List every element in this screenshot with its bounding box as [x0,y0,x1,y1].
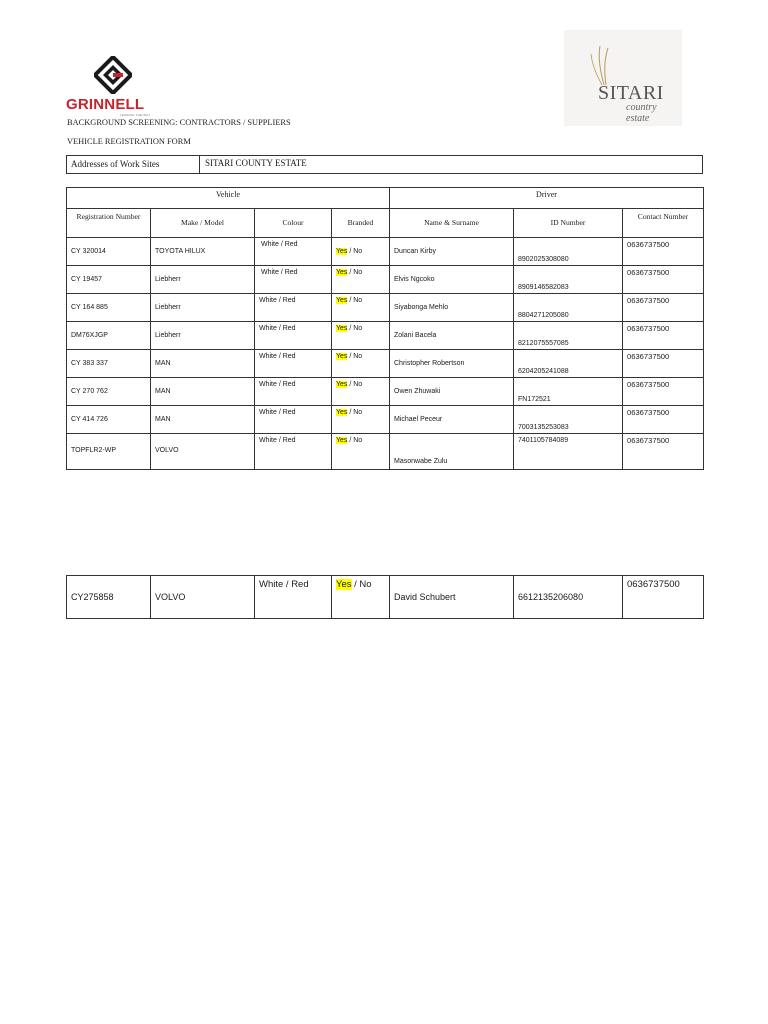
colour-cell: White / Red [259,437,296,444]
contact-cell: 0636737500 [627,352,670,361]
make-cell: MAN [155,388,171,395]
registration-cell: CY 164 885 [71,304,108,311]
work-site-label: Addresses of Work Sites [67,156,200,173]
id-number-cell: 7003135253083 [518,424,569,431]
grinnell-tagline: LEADING THE WAY [120,113,151,117]
driver-name-cell: Owen Zhuwaki [394,388,441,395]
additional-vehicle-table [66,575,704,619]
contact-cell: 0636737500 [627,579,680,590]
driver-name-cell: Masonwabe Zulu [394,458,448,465]
registration-cell: CY 19457 [71,276,103,283]
table-row [67,576,704,619]
table-row [67,434,704,470]
contact-cell: 0636737500 [627,380,670,389]
colour-cell: White / Red [261,269,298,276]
table-row [67,294,704,322]
colour-cell: White / Red [259,297,296,304]
name-header: Name & Surname [390,209,514,238]
driver-name-cell: Elvis Ngcoko [394,276,435,283]
make-cell: Liebherr [155,276,181,283]
colour-cell: White / Red [259,579,309,590]
contact-cell: 0636737500 [627,436,670,445]
driver-group-header: Driver [390,188,704,209]
sitari-logo [564,30,682,126]
id-header: ID Number [514,209,623,238]
contact-cell: 0636737500 [627,408,670,417]
table-row [67,322,704,350]
form-title: VEHICLE REGISTRATION FORM [67,137,191,146]
registration-cell: CY 383 337 [71,360,108,367]
registration-cell: CY275858 [71,592,114,602]
colour-cell: White / Red [259,353,296,360]
id-number-cell: 6612135206080 [518,592,584,602]
contact-header: Contact Number [623,209,704,238]
colour-header: Colour [255,209,332,238]
table-row [67,350,704,378]
driver-name-cell: Duncan Kirby [394,248,437,255]
id-number-cell: 8212075557085 [518,340,569,347]
table-row [67,406,704,434]
grinnell-wordmark: GRINNELL [66,96,145,113]
form-subtitle: BACKGROUND SCREENING: CONTRACTORS / SUPPLIERS [67,118,291,127]
branded-cell: Yes / No [336,269,363,276]
grinnell-logo [62,56,166,120]
work-site-address-box [66,155,703,174]
registration-cell: CY 270 762 [71,388,108,395]
contact-cell: 0636737500 [627,296,670,305]
make-cell: TOYOTA HILUX [155,248,206,255]
table-row [67,378,704,406]
driver-name-cell: Michael Peceur [394,416,443,423]
registration-cell: CY 414 726 [71,416,108,423]
table-row [67,238,704,266]
make-cell: VOLVO [155,592,186,602]
id-number-cell: FN172521 [518,396,551,403]
make-cell: MAN [155,416,171,423]
id-number-cell: 8909146582083 [518,284,569,291]
branded-cell: Yes / No [336,353,363,360]
branded-cell: Yes / No [336,248,363,255]
driver-name-cell: Siyabonga Mehlo [394,304,449,311]
registration-header: Registration Number [67,209,151,238]
sitari-wordmark: SITARI [598,82,664,104]
make-cell: Liebherr [155,304,181,311]
vehicle-group-header: Vehicle [67,188,390,209]
registration-cell: DM76XJGP [71,332,108,339]
colour-cell: White / Red [259,409,296,416]
branded-cell: Yes / No [336,381,363,388]
make-header: Make / Model [151,209,255,238]
contact-cell: 0636737500 [627,324,670,333]
make-cell: VOLVO [155,447,179,454]
colour-cell: White / Red [261,241,298,248]
colour-cell: White / Red [259,325,296,332]
branded-header: Branded [332,209,390,238]
registration-cell: CY 320014 [71,248,106,255]
branded-cell: Yes / No [336,437,363,444]
contact-cell: 0636737500 [627,240,670,249]
registration-cell: TOPFLR2-WP [71,447,116,454]
make-cell: MAN [155,360,171,367]
make-cell: Liebherr [155,332,181,339]
branded-cell: Yes / No [336,579,372,590]
driver-name-cell: David Schubert [394,592,456,602]
branded-cell: Yes / No [336,409,363,416]
driver-name-cell: Zolani Bacela [394,332,437,339]
branded-cell: Yes / No [336,325,363,332]
branded-cell: Yes / No [336,297,363,304]
grinnell-g-icon [94,56,132,94]
work-site-value: SITARI COUNTY ESTATE [205,158,307,168]
sitari-tagline: country estate [626,102,657,124]
colour-cell: White / Red [259,381,296,388]
driver-name-cell: Christopher Robertson [394,360,465,367]
contact-cell: 0636737500 [627,268,670,277]
id-number-cell: 8804271205080 [518,312,569,319]
vehicle-registration-table [66,187,704,470]
id-number-cell: 8902025308080 [518,256,569,263]
id-number-cell: 6204205241088 [518,368,569,375]
id-number-cell: 7401105784089 [518,437,569,444]
table-row [67,266,704,294]
